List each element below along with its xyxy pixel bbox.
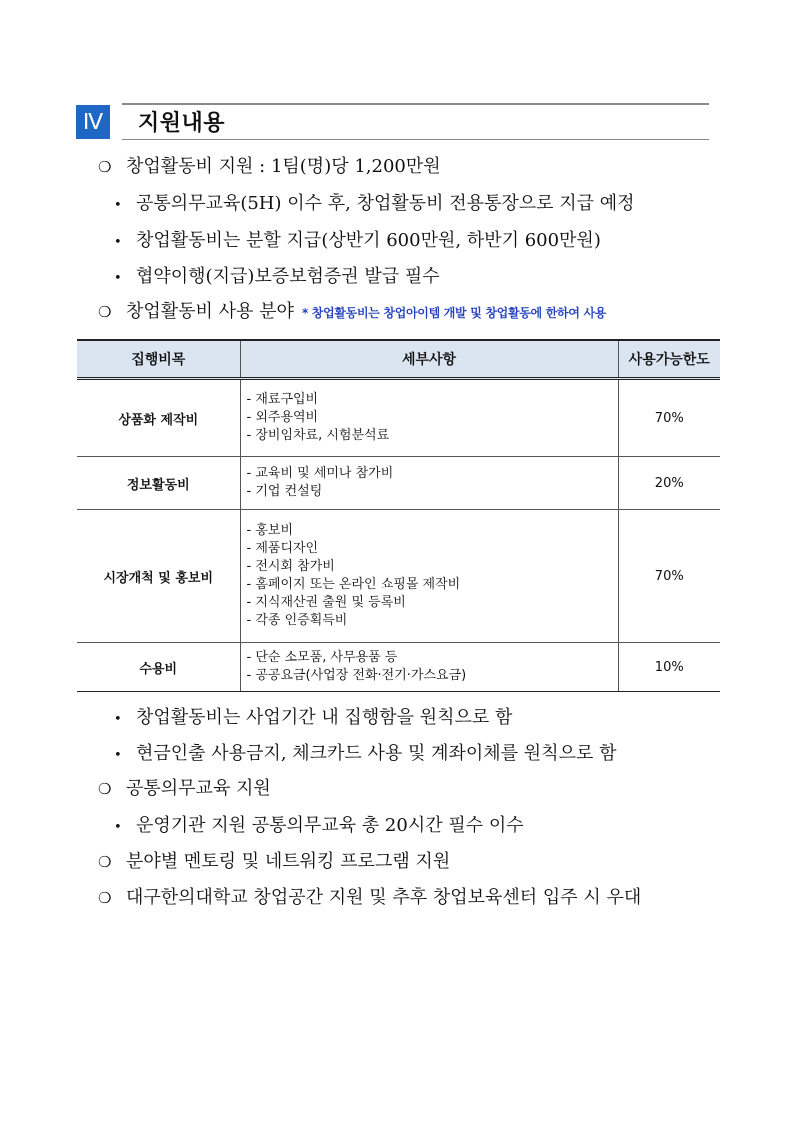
row-details [240, 510, 618, 643]
expense-table [77, 339, 720, 692]
row-limit: 70% [618, 510, 720, 643]
usage-note: * 창업활동비는 창업아이템 개발 및 창업활동에 한하여 사용 [301, 306, 607, 320]
dot-bullet-icon: • [114, 271, 122, 286]
bullet-text: 창업활동비는 사업기간 내 집행함을 원칙으로 함 [136, 707, 513, 728]
detail-item: - 홈페이지 또는 온라인 쇼핑몰 제작비 [246, 577, 461, 592]
bullet-item [110, 228, 601, 256]
bullet-text: 현금인출 사용금지, 체크카드 사용 및 계좌이체를 원칙으로 함 [136, 743, 617, 764]
detail-item: - 공공요금(사업장 전화·전기·가스요금) [246, 668, 467, 683]
item-text: 창업활동비 사용 분야 [126, 301, 294, 322]
circle-bullet-icon: ❍ [98, 303, 112, 321]
dot-bullet-icon: • [114, 235, 122, 250]
bullet-item [110, 813, 524, 841]
dot-bullet-icon: • [114, 712, 122, 727]
item-usage-fields [98, 299, 606, 326]
section-title: 지원내용 [138, 111, 226, 136]
item-common-education [98, 776, 271, 802]
row-category: 시장개척 및 홍보비 [77, 510, 240, 643]
row-limit: 10% [618, 643, 720, 692]
item-text: 창업활동비 지원 : 1팀(명)당 1,200만원 [126, 156, 441, 177]
row-category: 정보활동비 [77, 457, 240, 510]
bullet-text: 운영기관 지원 공통의무교육 총 20시간 필수 이수 [136, 815, 524, 836]
circle-bullet-icon: ❍ [98, 853, 112, 871]
header-details: 세부사항 [240, 340, 618, 379]
circle-bullet-icon: ❍ [98, 780, 112, 798]
bullet-item [110, 741, 616, 769]
bullet-text: 협약이행(지급)보증보험증권 발급 필수 [136, 266, 440, 287]
row-limit: 70% [618, 379, 720, 457]
detail-item: - 지식재산권 출원 및 등록비 [246, 595, 406, 610]
detail-item: - 홍보비 [246, 523, 293, 538]
detail-item: - 기업 컨설팅 [246, 484, 323, 499]
table-row [77, 379, 720, 457]
dot-bullet-icon: • [114, 748, 122, 763]
detail-item: - 각종 인증획득비 [246, 613, 348, 628]
item-text: 분야별 멘토링 및 네트워킹 프로그램 지원 [126, 851, 451, 872]
bullet-item [110, 191, 635, 219]
header-top-rule [122, 103, 709, 105]
bullet-item [110, 705, 512, 733]
row-category: 상품화 제작비 [77, 379, 240, 457]
dot-bullet-icon: • [114, 820, 122, 835]
circle-bullet-icon: ❍ [98, 889, 112, 907]
bullet-text: 공통의무교육(5H) 이수 후, 창업활동비 전용통장으로 지급 예정 [136, 193, 635, 214]
item-space-support [98, 885, 641, 911]
item-text: 공통의무교육 지원 [126, 778, 271, 799]
header-bottom-rule [122, 139, 709, 140]
item-text: 대구한의대학교 창업공간 지원 및 추후 창업보육센터 입주 시 우대 [126, 887, 642, 908]
row-category: 수용비 [77, 643, 240, 692]
detail-item: - 장비임차료, 시험분석료 [246, 428, 390, 443]
detail-item: - 단순 소모품, 사무용품 등 [246, 650, 398, 665]
detail-item: - 제품디자인 [246, 541, 319, 556]
item-activity-fund [98, 154, 441, 180]
table-row [77, 643, 720, 692]
row-limit: 20% [618, 457, 720, 510]
bullet-item [110, 264, 440, 292]
dot-bullet-icon: • [114, 198, 122, 213]
item-mentoring [98, 849, 450, 875]
table-row [77, 510, 720, 643]
circle-bullet-icon: ❍ [98, 158, 112, 176]
detail-item: - 외주용역비 [246, 410, 319, 425]
bullet-text: 창업활동비는 분할 지급(상반기 600만원, 하반기 600만원) [136, 230, 601, 251]
header-limit: 사용가능한도 [618, 340, 720, 379]
detail-item: - 재료구입비 [246, 392, 319, 407]
header-category: 집행비목 [77, 340, 240, 379]
table-row [77, 457, 720, 510]
row-details [240, 643, 618, 692]
row-details [240, 457, 618, 510]
section-number-badge: Ⅳ [76, 105, 110, 139]
row-details [240, 379, 618, 457]
section-header [76, 100, 709, 140]
detail-item: - 교육비 및 세미나 참가비 [246, 466, 394, 481]
table-header-row [77, 340, 720, 379]
detail-item: - 전시회 참가비 [246, 559, 335, 574]
